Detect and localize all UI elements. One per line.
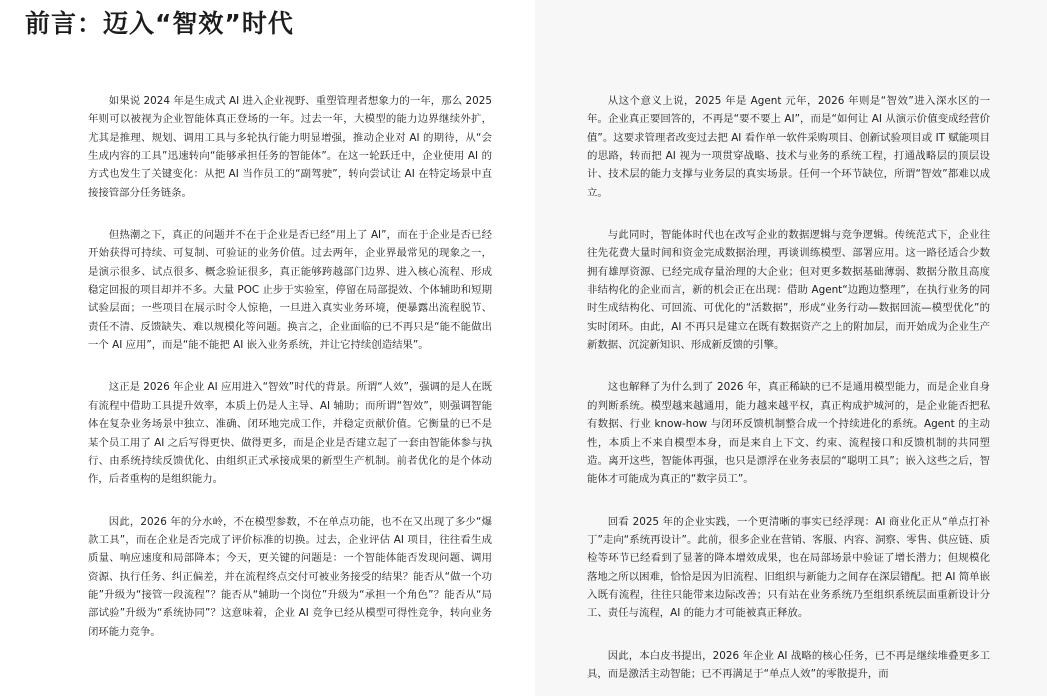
paragraph: 从这个意义上说，2025 年是 Agent 元年，2026 年则是“智效”进入深水区的一年。企业真正要回答的，不再是“要不要上 AI”，而是“如何让 AI 从演示价值变成经营价值”。这要求管理者改变过去把 AI 看作单一软件采购项目、创新试验项目或 IT 赋能项目的思路，转而把 AI 视为一项贯穿战略、技术与业务的系统工程，打通战略层的顶层设计、技术层的能力支撑与业务层的真实场景。任何一个环节缺位，所谓“智效”都难以成立。 (587, 95, 990, 199)
paragraph: 这也解释了为什么到了 2026 年，真正稀缺的已不是通用模型能力，而是企业自身的判断系统。模型越来越通用，能力越来越平权，真正构成护城河的，是企业能否把私有数据、行业 know-how 与闭环反馈机制整合成一个持续进化的系统。Agent 的主动性，本质上不来自模型本身，而是来自上下文、约束、流程接口和反馈机制的共同塑造。离开这些，智能体再强，也只是漂浮在业务表层的“聪明工具”；嵌入这些之后，智能体才可能成为真正的“数字员工”。 (587, 381, 990, 486)
paragraph: 但热潮之下，真正的问题并不在于企业是否已经“用上了 AI”，而在于企业是否已经开始获得可持续、可复制、可验证的业务价值。过去两年，企业界最常见的现象之一，是演示很多、试点很多、概念验证很多，真正能够跨越部门边界、进入核心流程、形成稳定回报的项目却并不多。大量 POC 止步于实验室，停留在局部提效、个体辅助和短期试验层面；一些项目在展示时令人惊艳，一旦进入真实业务环境，便暴露出流程脱节、责任不清、反馈缺失、难以规模化等问题。换言之，企业面临的已不再只是“能不能做出一个 AI 应用”，而是“能不能把 AI 嵌入业务系统，并让它持续创造结果”。 (88, 229, 492, 352)
right-page (535, 0, 1047, 696)
paragraph: 因此，本白皮书提出，2026 年企业 AI 战略的核心任务，已不再是继续堆叠更多工具，而是激活主动智能；已不再满足于“单点人效”的零散提升，而 (587, 649, 990, 680)
paragraph: 如果说 2024 年是生成式 AI 进入企业视野、重塑管理者想象力的一年，那么 2025 年则可以被视为企业智能体真正登场的一年。过去一年，大模型的能力边界继续外扩，尤其是推理、规划、调用工具与多轮执行能力明显增强，推动企业对 AI 的期待，从“会生成内容的工具”迅速转向“能够承担任务的智能体”。在这一轮跃迁中，企业使用 AI 的方式也发生了关键变化：从把 AI 当作员工的“副驾驶”，转向尝试让 AI 在特定场景中直接接管部分任务链条。 (88, 95, 492, 199)
page-title: 前言：迈入“智效”时代 (25, 9, 294, 38)
paragraph: 与此同时，智能体时代也在改写企业的数据逻辑与竞争逻辑。传统范式下，企业往往先花费大量时间和资金完成数据治理，再谈训练模型、部署应用。这一路径适合少数拥有雄厚资源、已经完成存量治理的大企业；但对更多数据基础薄弱、数据分散且高度非结构化的企业而言，新的机会正在出现：借助 Agent“边跑边整理”，在执行业务的同时生成结构化、可回流、可优化的“活数据”，形成“业务行动—数据回流—模型优化”的实时闭环。由此，AI 不再只是建立在既有数据资产之上的附加层，而开始成为企业生产新数据、沉淀新知识、形成新反馈的引擎。 (587, 229, 990, 352)
paragraph: 这正是 2026 年企业 AI 应用进入“智效”时代的背景。所谓“人效”，强调的是人在既有流程中借助工具提升效率，本质上仍是人主导、AI 辅助；而所谓“智效”，则强调智能体在复杂业务场景中独立、准确、闭环地完成工作，并稳定贡献价值。它衡量的已不是某个员工用了 AI 之后写得更快、做得更多，而是企业是否建立起了一套由智能体参与执行、由系统持续反馈优化、由组织正式承接成果的新型生产机制。前者优化的是个体动作，后者重构的是组织能力。 (88, 381, 492, 486)
left-text-column (88, 92, 492, 665)
paragraph: 因此，2026 年的分水岭，不在模型参数，不在单点功能，也不在又出现了多少“爆款工具”，而在企业是否完成了评价标准的切换。过去，企业评估 AI 项目，往往看生成质量、响应速度和局部降本；今天，更关键的问题是：一个智能体能否发现问题、调用资源、执行任务、纠正偏差，并在流程终点交付可被业务接受的结果？能否从“做一个功能”升级为“接管一段流程”？能否从“辅助一个岗位”升级为“承担一个角色”？能否从“局部试验”升级为“系统协同”？这意味着，企业 AI 竞争已经从模型可得性竞争，转向业务闭环能力竞争。 (88, 515, 492, 638)
right-text-column (587, 92, 990, 696)
paragraph: 回看 2025 年的企业实践，一个更清晰的事实已经浮现：AI 商业化正从“单点打补丁”走向“系统再设计”。此前，很多企业在营销、客服、内容、洞察、零售、供应链、质检等环节已经看到了显著的降本增效成果，也在局部场景中验证了增长潜力；但规模化落地之所以困难，恰恰是因为旧流程、旧组织与新能力之间存在深层错配。把 AI 简单嵌入既有流程，往往只能带来边际改善；只有站在业务系统乃至组织系统层面重新设计分工、责任与流程，AI 的能力才可能被真正释放。 (587, 515, 990, 620)
